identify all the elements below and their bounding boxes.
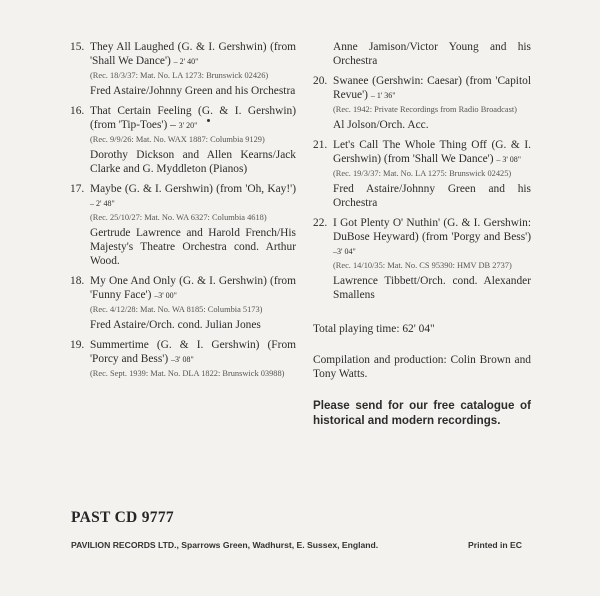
track-title [90,338,296,367]
catalogue-notice: Please send for our free catalogue of historical and modern recordings. [313,399,531,427]
recording-info: (Rec. 1942: Private Recordings from Radio Broadcast) [333,105,517,114]
recording-info: (Rec. 19/3/37: Mat. No. LA 1275: Brunswick 02425) [333,169,512,178]
track-duration: – 3' 08" [496,155,522,164]
recording-info: (Rec. 9/9/26: Mat. No. WAX 1887: Columbia 9129) [90,135,265,144]
track-entry [70,274,296,338]
track-duration: – 1' 36" [370,91,396,100]
track-duration: – 2' 40" [173,57,199,66]
track-number: 16. [70,105,85,117]
production-credits: Compilation and production: Colin Brown and Tony Watts. [313,354,531,380]
print-speck [207,119,210,122]
track-number: 15. [70,41,85,53]
track-number: 19. [70,339,85,351]
performer-continuation: Anne Jamison/Victor Young and his Orchestra [333,41,531,67]
track-duration: –3' 00" [154,291,177,300]
track-title [333,138,531,167]
track-title [333,74,531,103]
track-title-text: My One And Only (G. & I. Gershwin) (from 'Funny Face') [90,275,296,301]
track-title-text: Summertime (G. & I. Gershwin) (From 'Porcy and Bess') [90,339,296,365]
recording-info: (Rec. 4/12/28: Mat. No. WA 8185: Columbia 5173) [90,305,263,314]
track-duration: – 2' 48" [90,199,115,208]
performer: Fred Astaire/Johnny Green and his Orchestra [333,183,531,209]
track-entry [313,216,531,308]
track-title [90,40,296,69]
track-title-text: I Got Plenty O' Nuthin' (G. & I. Gershwin: DuBose Heyward) (from 'Porgy and Bess') [333,217,531,243]
track-entry [70,182,296,274]
performer: Fred Astaire/Orch. cond. Julian Jones [90,319,261,331]
track-number: 18. [70,275,85,287]
track-entry [313,138,531,216]
track-title [333,216,531,259]
performer: Gertrude Lawrence and Harold French/His Majesty's Theatre Orchestra cond. Arthur Wood. [90,227,296,267]
track-duration: 3' 20" [178,121,198,130]
track-title [90,274,296,303]
track-number: 22. [313,217,328,229]
recording-info: (Rec. 25/10/27: Mat. No. WA 6327: Columbia 4618) [90,213,267,222]
track-number: 20. [313,75,328,87]
recording-info: (Rec. Sept. 1939: Mat. No. DLA 1822: Brunswick 03988) [90,369,285,378]
track-title-text: They All Laughed (G. & I. Gershwin) (from 'Shall We Dance') [90,41,296,67]
performer: Al Jolson/Orch. Acc. [333,119,429,131]
track-title-text: Let's Call The Whole Thing Off (G. & I. Gershwin) (from 'Shall We Dance') [333,139,531,165]
publisher-address: PAVILION RECORDS LTD., Sparrows Green, Wadhurst, E. Sussex, England. [71,540,379,550]
track-entry [313,74,531,138]
track-number: 21. [313,139,328,151]
catalog-number: PAST CD 9777 [71,509,174,526]
track-title [90,104,296,133]
track-title-text: Swanee (Gershwin: Caesar) (from 'Capitol Revue') [333,75,531,101]
recording-info: (Rec. 14/10/35: Mat. No. CS 95390: HMV DB 2737) [333,261,512,270]
track-duration: –3' 08" [171,355,194,364]
left-column [70,40,296,379]
track-number: 17. [70,183,85,195]
right-column [313,40,531,428]
track-entry [70,40,296,104]
total-playing-time: Total playing time: 62' 04" [313,323,435,335]
track-entry [70,104,296,182]
printed-in: Printed in EC [468,540,522,550]
track-duration: –3' 04" [333,247,356,256]
track-title [90,182,296,211]
performer: Dorothy Dickson and Allen Kearns/Jack Clarke and G. Myddleton (Pianos) [90,149,296,175]
performer: Fred Astaire/Johnny Green and his Orchestra [90,85,296,97]
track-entry [70,338,296,379]
recording-info: (Rec. 18/3/37: Mat. No. LA 1273: Brunswick 02426) [90,71,269,80]
performer: Lawrence Tibbett/Orch. cond. Alexander Smallens [333,275,531,301]
track-title-text: Maybe (G. & I. Gershwin) (from 'Oh, Kay!') [90,183,296,195]
track-title-text: That Certain Feeling (G. & I. Gershwin) (from 'Tip-Toes') – [90,105,296,131]
